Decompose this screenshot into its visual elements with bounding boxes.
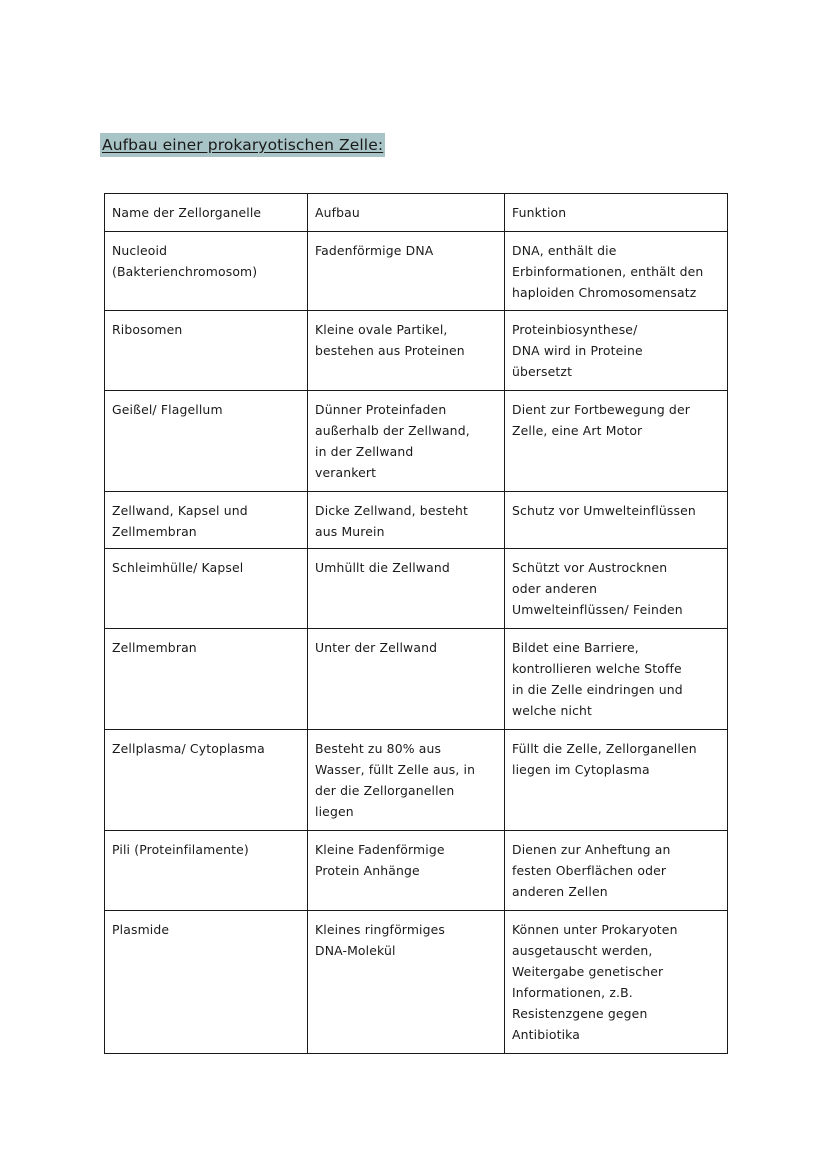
cell-aufbau: Unter der Zellwand <box>308 629 505 730</box>
organelle-table <box>104 193 728 1054</box>
cell-aufbau: Dicke Zellwand, besteht aus Murein <box>308 492 505 549</box>
cell-name: Nucleoid (Bakterienchromosom) <box>105 232 308 311</box>
cell-name: Pili (Proteinfilamente) <box>105 831 308 911</box>
cell-funktion: Schützt vor Austrocknen oder anderen Umwelteinflüssen/ Feinden <box>505 549 728 629</box>
cell-aufbau: Umhüllt die Zellwand <box>308 549 505 629</box>
table-row <box>105 311 728 391</box>
cell-name: Plasmide <box>105 911 308 1054</box>
cell-aufbau: Kleine ovale Partikel, bestehen aus Proteinen <box>308 311 505 391</box>
table-row <box>105 911 728 1054</box>
cell-aufbau: Besteht zu 80% aus Wasser, füllt Zelle aus, in der die Zellorganellen liegen <box>308 730 505 831</box>
cell-name: Zellplasma/ Cytoplasma <box>105 730 308 831</box>
header-funktion: Funktion <box>505 194 728 232</box>
table-row <box>105 391 728 492</box>
cell-aufbau: Kleine Fadenförmige Protein Anhänge <box>308 831 505 911</box>
cell-name: Ribosomen <box>105 311 308 391</box>
table-row <box>105 492 728 549</box>
header-aufbau: Aufbau <box>308 194 505 232</box>
cell-funktion: Dient zur Fortbewegung der Zelle, eine Art Motor <box>505 391 728 492</box>
cell-funktion: Können unter Prokaryoten ausgetauscht werden, Weitergabe genetischer Informationen, z.B. Resistenzgene gegen Antibiotika <box>505 911 728 1054</box>
cell-aufbau: Fadenförmige DNA <box>308 232 505 311</box>
cell-aufbau: Dünner Proteinfaden außerhalb der Zellwand, in der Zellwand verankert <box>308 391 505 492</box>
cell-funktion: Füllt die Zelle, Zellorganellen liegen im Cytoplasma <box>505 730 728 831</box>
cell-funktion: Schutz vor Umwelteinflüssen <box>505 492 728 549</box>
header-name: Name der Zellorganelle <box>105 194 308 232</box>
table-row <box>105 629 728 730</box>
cell-name: Zellmembran <box>105 629 308 730</box>
page-title: Aufbau einer prokaryotischen Zelle: <box>100 133 385 157</box>
table-row <box>105 730 728 831</box>
cell-funktion: Dienen zur Anheftung an festen Oberflächen oder anderen Zellen <box>505 831 728 911</box>
table-row <box>105 232 728 311</box>
cell-aufbau: Kleines ringförmiges DNA-Molekül <box>308 911 505 1054</box>
table-row <box>105 549 728 629</box>
cell-name: Geißel/ Flagellum <box>105 391 308 492</box>
table-header-row <box>105 194 728 232</box>
cell-name: Schleimhülle/ Kapsel <box>105 549 308 629</box>
cell-name: Zellwand, Kapsel und Zellmembran <box>105 492 308 549</box>
cell-funktion: Proteinbiosynthese/ DNA wird in Proteine übersetzt <box>505 311 728 391</box>
cell-funktion: DNA, enthält die Erbinformationen, enthält den haploiden Chromosomensatz <box>505 232 728 311</box>
cell-funktion: Bildet eine Barriere, kontrollieren welche Stoffe in die Zelle eindringen und welche nicht <box>505 629 728 730</box>
table-row <box>105 831 728 911</box>
